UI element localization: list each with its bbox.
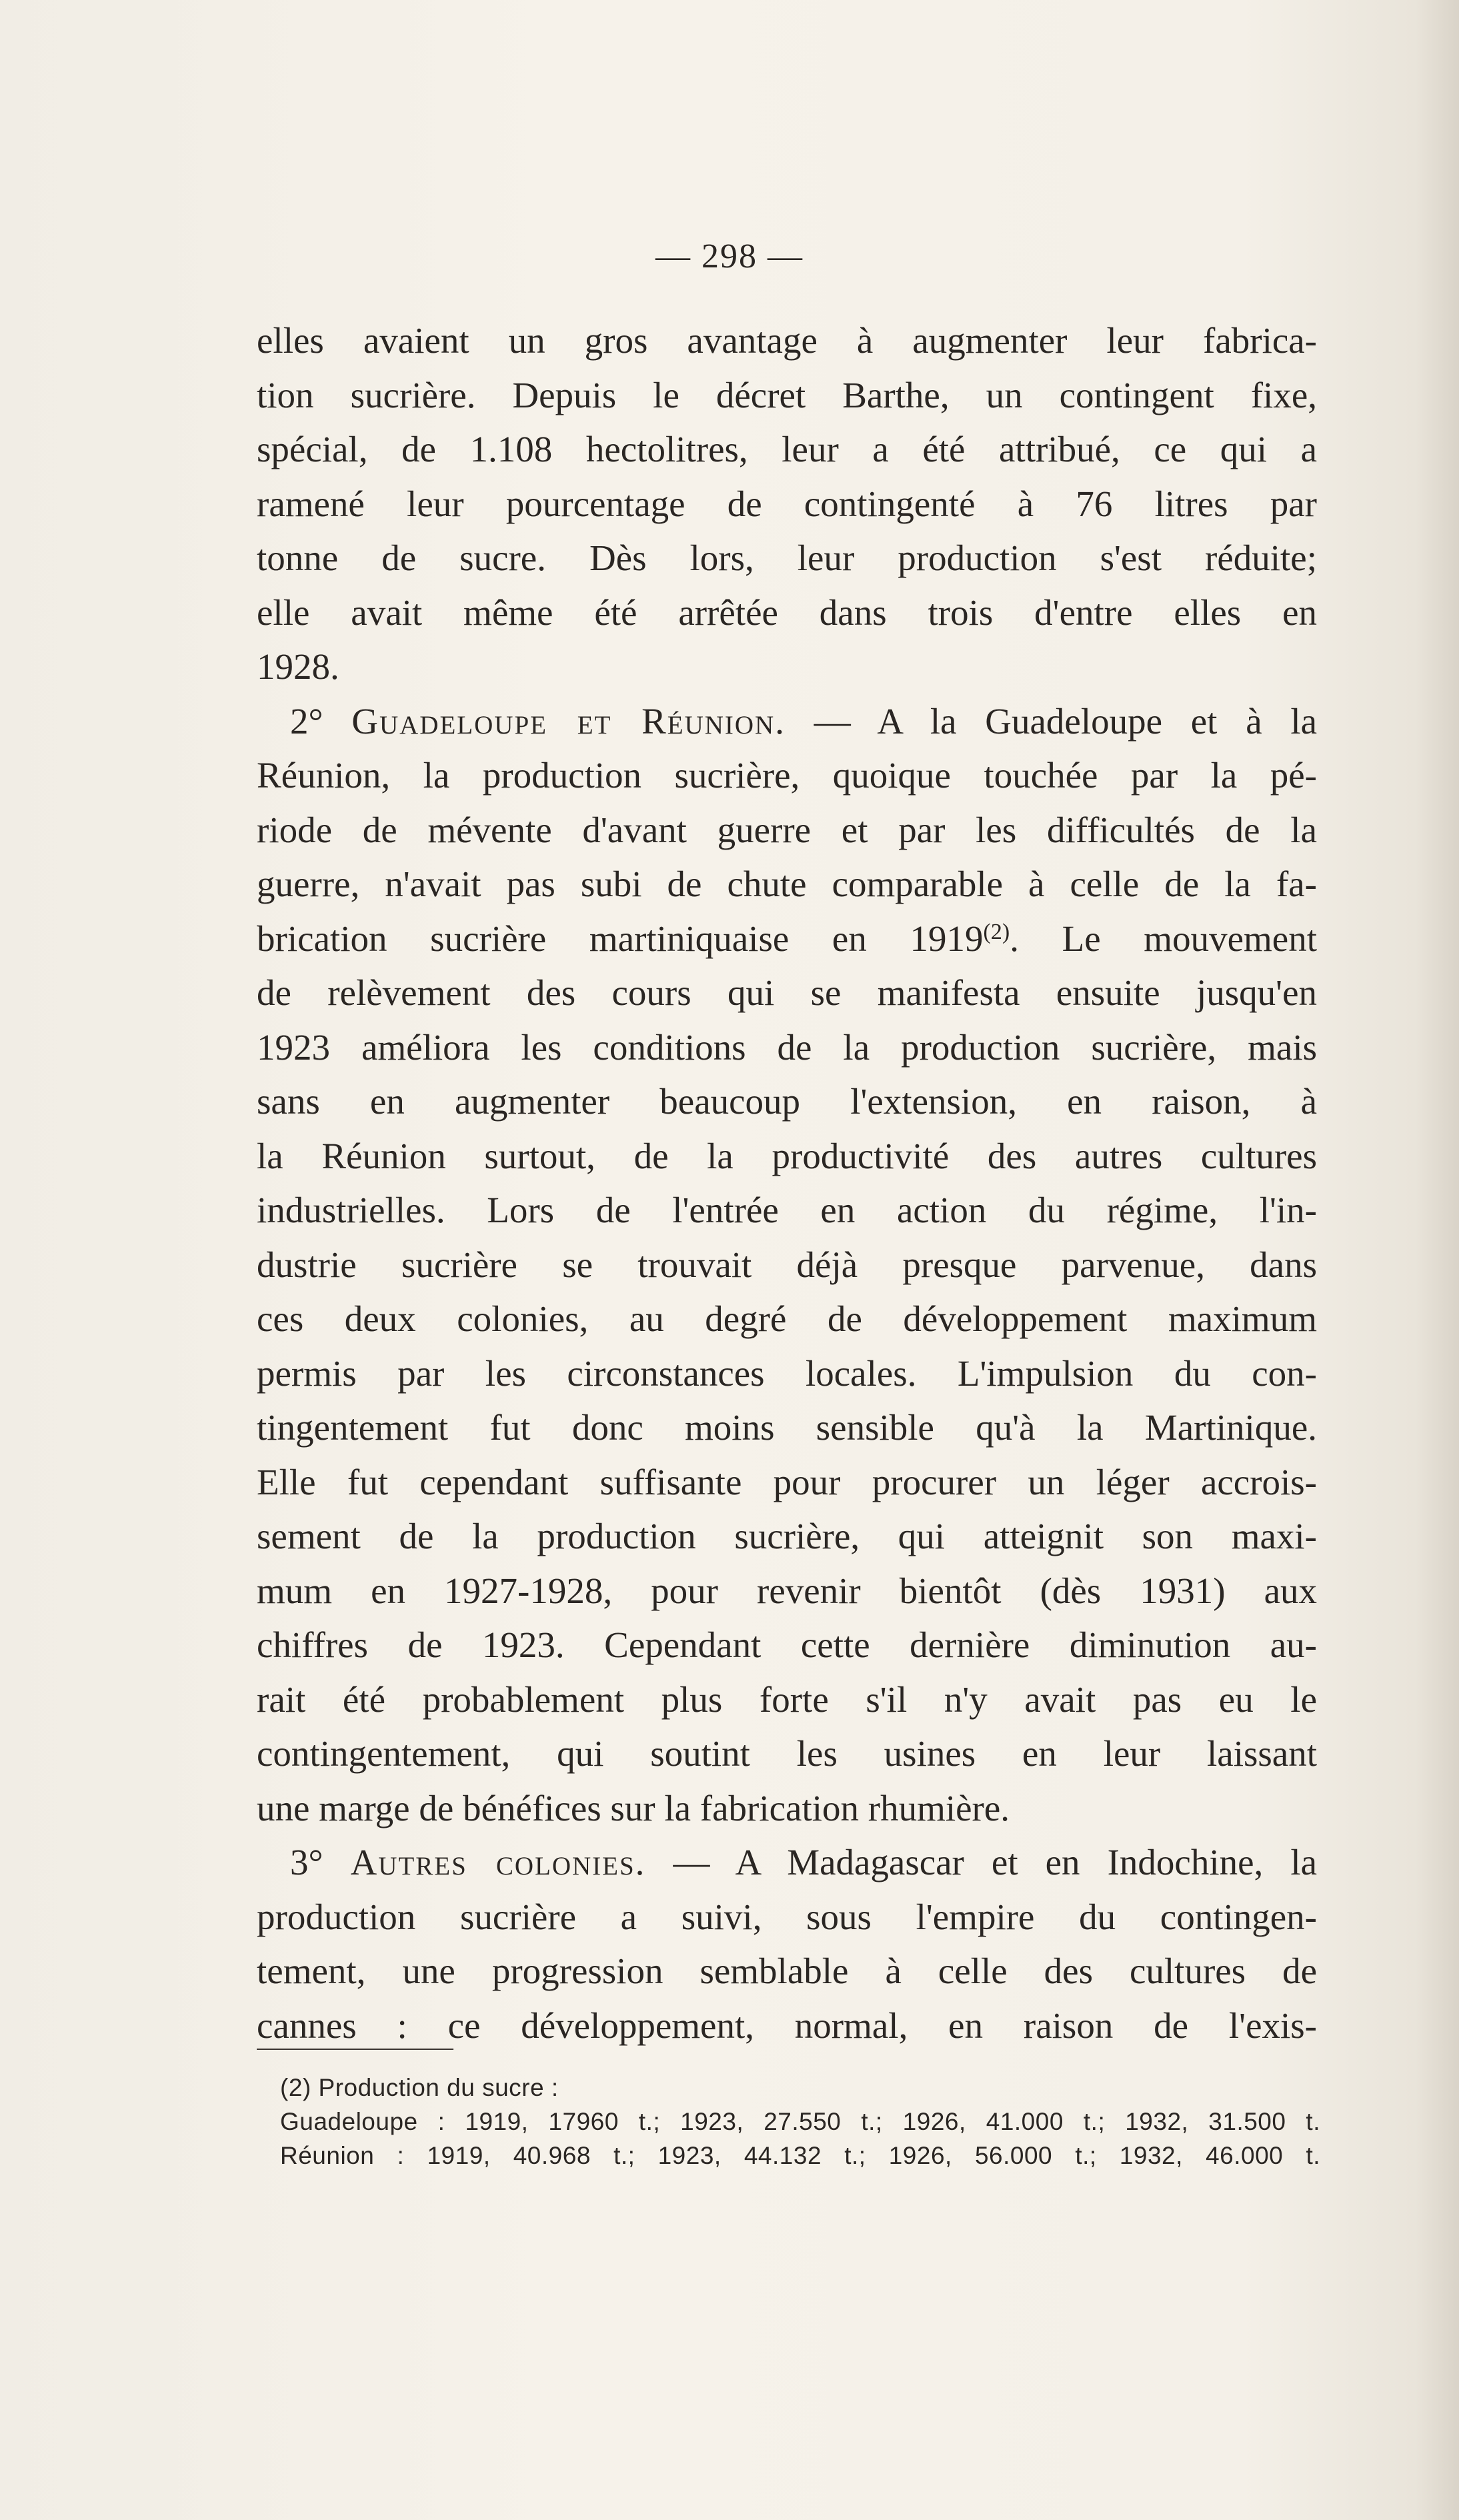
text-line: mum en 1927-1928, pour revenir bientôt (dès 1931) aux xyxy=(257,1570,1317,1611)
section-heading: Guadeloupe et Réunion. xyxy=(351,700,786,742)
text-fragment: brication sucrière martiniquaise en 1919 xyxy=(257,918,984,959)
text-line: 1928. xyxy=(257,646,339,687)
text-line-with-footnote-ref xyxy=(257,912,1317,966)
text-line: de relèvement des cours qui se manifesta ensuite jusqu'en xyxy=(257,972,1317,1013)
text-line: sans en augmenter beaucoup l'extension, en raison, à xyxy=(257,1081,1317,1122)
text-line: chiffres de 1923. Cependant cette dernière diminution au- xyxy=(257,1624,1317,1665)
paragraph-3 xyxy=(257,1835,1317,2053)
text-line: riode de mévente d'avant guerre et par les difficultés de la xyxy=(257,809,1317,850)
text-line: tingentement fut donc moins sensible qu'à la Martinique. xyxy=(257,1407,1317,1448)
text-line: Réunion, la production sucrière, quoique touchée par la pé- xyxy=(257,755,1317,796)
section-heading-line xyxy=(257,694,1317,749)
text-line: production sucrière a suivi, sous l'empire du contingen- xyxy=(257,1896,1317,1937)
text-line: permis par les circonstances locales. L'impulsion du con- xyxy=(257,1352,1317,1394)
section-number: 2° xyxy=(290,700,323,742)
text-fragment: — A la Guadeloupe et à la xyxy=(814,700,1318,742)
text-line: dustrie sucrière se trouvait déjà presque parvenue, dans xyxy=(257,1244,1317,1285)
text-line: tement, une progression semblable à celle des cultures de xyxy=(257,1951,1317,1991)
text-fragment: . Le mouvement xyxy=(1010,918,1317,959)
section-heading: Autres colonies. xyxy=(350,1842,646,1882)
text-line: Elle fut cependant suffisante pour procurer un léger accrois- xyxy=(257,1461,1317,1502)
text-line: tonne de sucre. Dès lors, leur production s'est réduite; xyxy=(257,537,1317,578)
text-line: 1923 améliora les conditions de la production sucrière, mais xyxy=(257,1026,1317,1068)
footnote-guadeloupe: Guadeloupe : 1919, 17960 t.; 1923, 27.550 t.; 1926, 41.000 t.; 1932, 31.500 t. xyxy=(280,2108,1320,2135)
section-number: 3° xyxy=(290,1842,323,1882)
body-text xyxy=(257,313,1317,2053)
text-line: elles avaient un gros avantage à augmenter leur fabrica- xyxy=(257,320,1317,361)
paragraph-2 xyxy=(257,694,1317,1836)
text-fragment: — A Madagascar et en Indochine, la xyxy=(673,1842,1318,1882)
text-line: tion sucrière. Depuis le décret Barthe, un contingent fixe, xyxy=(257,374,1317,415)
footnote-divider xyxy=(257,2049,453,2050)
section-heading-line xyxy=(257,1835,1317,1890)
footnote-reunion: Réunion : 1919, 40.968 t.; 1923, 44.132 t.; 1926, 56.000 t.; 1932, 46.000 t. xyxy=(280,2142,1320,2169)
text-line: ramené leur pourcentage de contingenté à 76 litres par xyxy=(257,483,1317,524)
text-line: sement de la production sucrière, qui atteignit son maxi- xyxy=(257,1516,1317,1556)
text-line: spécial, de 1.108 hectolitres, leur a été attribué, ce qui a xyxy=(257,429,1317,469)
footnotes xyxy=(280,2071,1320,2173)
text-line: cannes : ce développement, normal, en raison de l'exis- xyxy=(257,2005,1317,2046)
text-line: industrielles. Lors de l'entrée en action du régime, l'in- xyxy=(257,1190,1317,1230)
text-line: contingentement, qui soutint les usines en leur laissant xyxy=(257,1733,1317,1774)
footnote-ref[interactable]: (2) xyxy=(983,919,1010,944)
text-line: une marge de bénéfices sur la fabrication rhumière. xyxy=(257,1787,1010,1828)
paragraph-1 xyxy=(257,313,1317,694)
text-line: ces deux colonies, au degré de développement maximum xyxy=(257,1298,1317,1339)
page-number: — 298 — xyxy=(655,237,804,275)
text-line: rait été probablement plus forte s'il n'y avait pas eu le xyxy=(257,1678,1317,1720)
footnote-label: (2) Production du sucre : xyxy=(280,2074,559,2101)
text-line: guerre, n'avait pas subi de chute comparable à celle de la fa- xyxy=(257,864,1317,904)
text-line: la Réunion surtout, de la productivité des autres cultures xyxy=(257,1135,1317,1176)
text-line: elle avait même été arrêtée dans trois d'entre elles en xyxy=(257,591,1317,633)
